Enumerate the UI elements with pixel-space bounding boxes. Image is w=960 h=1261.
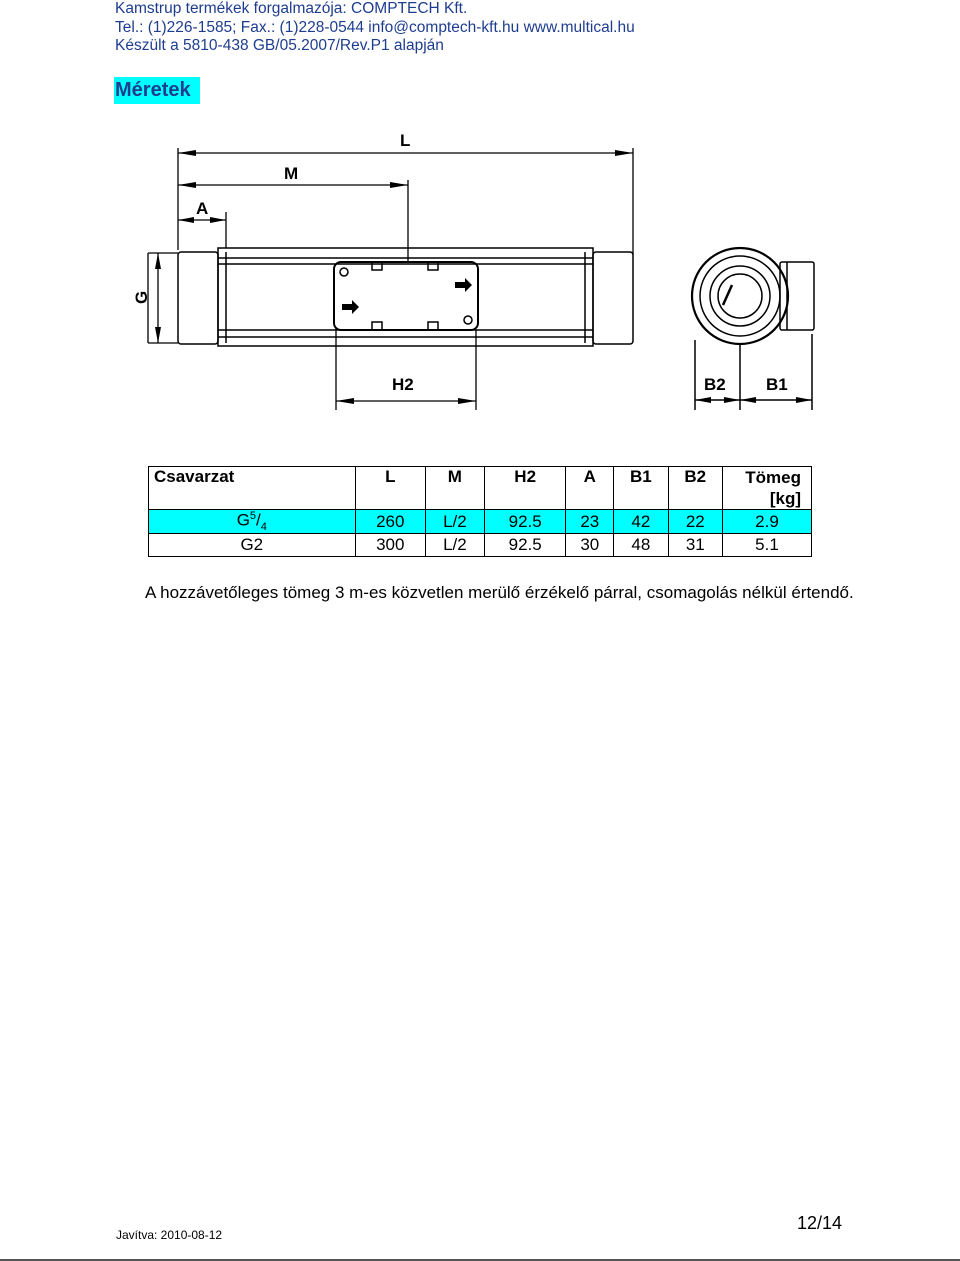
- table-cell: 92.5: [484, 510, 566, 534]
- table-header: B2: [668, 467, 722, 510]
- table-header-row: [149, 467, 812, 510]
- revision-date: Javítva: 2010-08-12: [116, 1228, 223, 1242]
- header-contact-line: Tel.: (1)226-1585; Fax.: (1)228-0544 info@comptech-kft.hu www.multical.hu: [115, 19, 635, 36]
- dim-label-H2: H2: [392, 375, 414, 394]
- weight-note: A hozzávetőleges tömeg 3 m-es közvetlen merülő érzékelő párral, csomagolás nélkül értendő.: [145, 583, 854, 602]
- section-title: Méretek: [114, 77, 200, 104]
- table-cell-thread: $G^5/_4$: [149, 510, 356, 534]
- table-header: B1: [614, 467, 668, 510]
- dimension-drawing: [120, 120, 820, 415]
- dim-label-G: G: [132, 290, 151, 304]
- dim-label-L: L: [400, 131, 411, 150]
- dim-label-B1: B1: [766, 375, 788, 394]
- table-header: A: [566, 467, 614, 510]
- table-cell: 260: [355, 510, 425, 534]
- table-cell: 92.5: [484, 534, 566, 557]
- table-cell: L/2: [425, 534, 484, 557]
- dim-label-A: A: [196, 199, 209, 218]
- page-number: 12/14: [797, 1213, 843, 1233]
- table-header: M: [425, 467, 484, 510]
- table-header: Tömeg [kg]: [723, 467, 812, 510]
- table-cell: 5.1: [723, 534, 812, 557]
- table-cell: 30: [566, 534, 614, 557]
- table-row: [149, 510, 812, 534]
- table-cell: 300: [355, 534, 425, 557]
- table-row: [149, 534, 812, 557]
- table-cell: 23: [566, 510, 614, 534]
- table-header: Csavarzat: [149, 467, 356, 510]
- table-cell-thread: G2: [149, 534, 356, 557]
- table-cell: 2.9: [723, 510, 812, 534]
- table-header: L: [355, 467, 425, 510]
- table-cell: 22: [668, 510, 722, 534]
- table-cell: L/2: [425, 510, 484, 534]
- dim-label-M: M: [284, 164, 299, 183]
- table-cell: 31: [668, 534, 722, 557]
- table-cell: 48: [614, 534, 668, 557]
- header-source-line: Készült a 5810-438 GB/05.2007/Rev.P1 alapján: [115, 37, 444, 54]
- dimensions-table: [148, 466, 812, 557]
- table-cell: 42: [614, 510, 668, 534]
- dim-label-B2: B2: [704, 375, 726, 394]
- table-header: H2: [484, 467, 566, 510]
- header-company-line: Kamstrup termékek forgalmazója: COMPTECH Kft.: [115, 0, 468, 17]
